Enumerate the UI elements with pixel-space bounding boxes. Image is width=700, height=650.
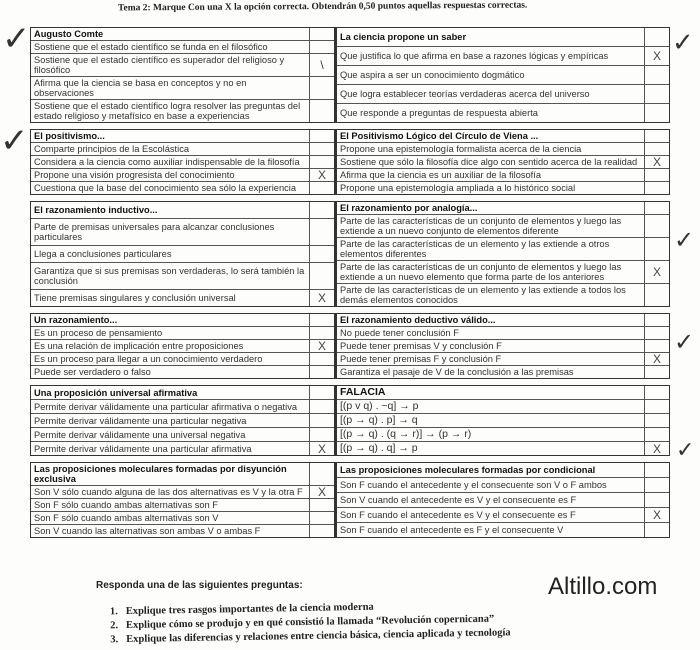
answer-mark-box[interactable] bbox=[644, 314, 669, 326]
question-stem: El razonamiento inductivo... bbox=[34, 205, 158, 215]
option-text: Son V cuando las alternativas son ambas V o ambas F bbox=[34, 526, 261, 536]
answer-mark-box[interactable] bbox=[644, 28, 669, 46]
option-text: Afirma que la ciencia es un auxiliar de la filosofía bbox=[340, 170, 542, 180]
option-text: Considera a la ciencia como auxiliar indispensable de la filosofía bbox=[34, 157, 300, 167]
answer-option bbox=[337, 260, 669, 283]
question-block bbox=[30, 27, 670, 123]
option-text: Que justifica lo que afirma en base a razones lógicas y empíricas bbox=[340, 51, 609, 61]
option-text: Tiene premisas singulares y conclusión universal bbox=[34, 293, 236, 303]
answer-option bbox=[337, 237, 669, 260]
left-question-table bbox=[30, 27, 335, 123]
question-stem: El razonamiento por analogía... bbox=[340, 203, 478, 213]
option-text: Es un proceso de pensamiento bbox=[34, 328, 163, 338]
answer-mark-box[interactable] bbox=[644, 386, 669, 399]
option-text: Sostiene que sólo la filosofía dice algo con sentido acerca de la realidad bbox=[340, 157, 638, 167]
answer-mark-box[interactable]: \ bbox=[309, 54, 334, 76]
answer-option bbox=[337, 214, 669, 237]
table-header bbox=[337, 463, 669, 477]
answer-option bbox=[337, 181, 669, 194]
option-text: Parte de premisas universales para alcanzar conclusiones particulares bbox=[34, 222, 275, 242]
left-question-table bbox=[30, 462, 335, 538]
answer-option bbox=[31, 289, 334, 306]
option-text: Son F cuando el antecedente es F y el consecuente V bbox=[340, 525, 564, 535]
answer-mark-box[interactable] bbox=[309, 100, 334, 122]
answer-mark-box[interactable] bbox=[644, 238, 669, 260]
question-stem: Las proposiciones moleculares formadas por disyunción exclusiva bbox=[34, 464, 287, 484]
answer-mark-box[interactable]: X bbox=[644, 156, 669, 168]
answer-mark-box[interactable] bbox=[309, 246, 334, 262]
question-block bbox=[30, 201, 670, 307]
option-text: No puede tener conclusión F bbox=[340, 328, 459, 338]
question-text: Explique cómo se produjo y en qué consistió la llamada “Revolución copernicana” bbox=[125, 613, 495, 632]
answer-mark-box[interactable] bbox=[644, 130, 669, 142]
answer-option bbox=[31, 245, 334, 262]
exam-instructions: Tema 2: Marque Con una X la opción correcta. Obtendrán 0,50 puntos aquellas respuestas correctas. bbox=[117, 0, 528, 14]
answer-mark-box[interactable] bbox=[309, 156, 334, 168]
option-text: Es un proceso para llegar a un conocimiento verdadero bbox=[34, 354, 263, 364]
answer-mark-box[interactable]: X bbox=[644, 508, 669, 522]
answer-option bbox=[31, 339, 334, 352]
right-question-table bbox=[335, 129, 670, 195]
checkmark-icon: ✓ bbox=[674, 226, 695, 254]
answer-mark-box[interactable] bbox=[309, 525, 334, 537]
table-header bbox=[337, 130, 669, 142]
table-header bbox=[337, 202, 669, 214]
question-stem: Una proposición universal afirmativa bbox=[34, 387, 198, 398]
answer-mark-box[interactable] bbox=[309, 512, 334, 524]
option-text: Propone una visión progresista del conocimiento bbox=[34, 170, 235, 180]
question-tables bbox=[30, 27, 670, 544]
option-text: [(p v q) . ~q] → p bbox=[340, 400, 419, 412]
watermark: Altillo.com bbox=[548, 573, 658, 600]
answer-mark-box[interactable] bbox=[644, 284, 669, 306]
option-text: Permite derivar válidamente una particular afirmativa bbox=[34, 443, 252, 454]
option-text: Puede tener premisas V y conclusión F bbox=[340, 341, 502, 351]
checkmark-icon: ✓ bbox=[672, 28, 694, 58]
answer-option bbox=[337, 441, 669, 455]
answer-mark-box[interactable] bbox=[644, 414, 669, 427]
question-stem: Augusto Comte bbox=[34, 29, 104, 39]
answer-mark-box[interactable] bbox=[309, 400, 334, 413]
right-question-table bbox=[335, 27, 670, 123]
answer-option bbox=[337, 477, 669, 492]
question-block bbox=[30, 129, 670, 195]
answer-mark-box[interactable] bbox=[644, 143, 669, 155]
answer-option bbox=[337, 142, 669, 155]
answer-mark-box[interactable] bbox=[644, 463, 669, 477]
answer-mark-box[interactable]: X bbox=[309, 169, 334, 181]
answer-option bbox=[337, 65, 669, 84]
table-header bbox=[337, 314, 669, 326]
left-question-table bbox=[30, 313, 335, 379]
answer-mark-box[interactable] bbox=[644, 340, 669, 352]
answer-option bbox=[31, 485, 334, 498]
right-question-table bbox=[335, 462, 670, 538]
answer-option bbox=[31, 427, 334, 441]
option-text: Cuestiona que la base del conocimiento sea sólo la experiencia bbox=[34, 183, 297, 193]
answer-option bbox=[31, 399, 334, 413]
answer-mark-box[interactable] bbox=[644, 400, 669, 413]
answer-option bbox=[337, 413, 669, 427]
answer-mark-box[interactable] bbox=[644, 478, 669, 492]
answer-mark-box[interactable] bbox=[644, 169, 669, 181]
answer-option bbox=[31, 155, 334, 168]
answer-option bbox=[337, 283, 669, 306]
answer-option bbox=[31, 142, 334, 155]
question-number: 2. bbox=[110, 620, 119, 632]
answer-mark-box[interactable] bbox=[309, 130, 334, 142]
answer-option bbox=[31, 441, 334, 455]
table-header bbox=[31, 314, 334, 326]
answer-option bbox=[337, 365, 669, 378]
answer-mark-box[interactable] bbox=[309, 28, 334, 40]
answer-mark-box[interactable] bbox=[309, 77, 334, 99]
answer-option bbox=[31, 511, 334, 524]
answer-mark-box[interactable] bbox=[309, 41, 334, 53]
table-header bbox=[337, 28, 669, 46]
answer-option bbox=[337, 492, 669, 507]
questions-list bbox=[90, 598, 511, 647]
answer-option bbox=[31, 53, 334, 76]
left-question-table bbox=[30, 201, 335, 307]
question-block bbox=[30, 385, 670, 456]
question-stem: El razonamiento deductivo válido... bbox=[340, 315, 496, 325]
answer-mark-box[interactable] bbox=[644, 523, 669, 537]
answer-option bbox=[31, 181, 334, 194]
answer-mark-box[interactable] bbox=[644, 327, 669, 339]
answer-mark-box[interactable]: X bbox=[644, 353, 669, 365]
option-text: [(p → q) . p] → q bbox=[340, 414, 418, 426]
option-text: Sostiene que el estado científico se funda en el filosófico bbox=[34, 42, 268, 52]
answer-mark-box[interactable]: X bbox=[309, 290, 334, 306]
answer-mark-box[interactable]: X bbox=[644, 261, 669, 283]
answer-mark-box[interactable] bbox=[644, 493, 669, 507]
question-text: Explique las diferencias y relaciones entre ciencia básica, ciencia aplicada y tecnología bbox=[126, 627, 511, 646]
answer-option bbox=[337, 103, 669, 122]
question-stem: La ciencia propone un saber bbox=[340, 32, 467, 42]
table-header bbox=[31, 130, 334, 142]
right-question-table bbox=[335, 385, 670, 456]
option-text: Son F cuando el antecedente es V y el consecuente es F bbox=[340, 510, 576, 520]
answer-mark-box[interactable] bbox=[309, 428, 334, 441]
answer-option bbox=[337, 84, 669, 103]
answer-mark-box[interactable]: X bbox=[309, 486, 334, 498]
answer-option bbox=[31, 352, 334, 365]
checkmark-icon: ✓ bbox=[676, 438, 695, 463]
table-header bbox=[31, 28, 334, 40]
answer-mark-box[interactable] bbox=[309, 314, 334, 326]
answer-option bbox=[337, 522, 669, 537]
answer-option bbox=[337, 427, 669, 441]
answer-option bbox=[31, 168, 334, 181]
option-text: Sostiene que el estado científico es superador del religioso y filosófico bbox=[34, 55, 285, 75]
answer-mark-box[interactable] bbox=[309, 499, 334, 511]
option-text: Que aspira a ser un conocimiento dogmático bbox=[340, 70, 525, 80]
question-number: 1. bbox=[109, 606, 118, 618]
answer-mark-box[interactable] bbox=[309, 366, 334, 378]
answer-option bbox=[31, 326, 334, 339]
answer-mark-box[interactable]: X bbox=[644, 442, 669, 455]
option-text: Garantiza el pasaje de V de la conclusión a las premisas bbox=[340, 367, 574, 377]
answer-mark-box[interactable] bbox=[644, 202, 669, 214]
option-text: Parte de las características de un elemento y las extiende a todos los demás elementos conocidos bbox=[340, 285, 626, 305]
checkmark-icon: ✓ bbox=[0, 121, 29, 161]
answer-option bbox=[31, 498, 334, 511]
left-question-table bbox=[30, 385, 335, 456]
answer-option bbox=[31, 99, 334, 122]
answer-mark-box[interactable]: X bbox=[644, 47, 669, 65]
option-text: Permite derivar válidamente una universal negativa bbox=[34, 429, 246, 440]
option-text: Sostiene que el estado científico logra resolver las preguntas del estado religioso y metafísico en base a experiencias bbox=[34, 101, 301, 121]
option-text: Llega a conclusiones particulares bbox=[34, 249, 172, 259]
question-stem: FALACIA bbox=[340, 386, 386, 398]
question-number: 3. bbox=[110, 634, 119, 646]
option-text: Son V cuando el antecedente es V y el consecuente es F bbox=[340, 495, 577, 505]
right-question-table bbox=[335, 201, 670, 307]
answer-mark-box[interactable] bbox=[644, 182, 669, 194]
answer-mark-box[interactable]: X bbox=[309, 442, 334, 455]
option-text: Son F cuando el antecedente y el consecuente son V o F ambos bbox=[340, 480, 607, 490]
checkmark-icon: ✓ bbox=[2, 19, 31, 59]
answer-option bbox=[337, 326, 669, 339]
question-stem: Las proposiciones moleculares formadas por condicional bbox=[340, 465, 596, 475]
option-text: [(p → q) . (q → r)] → (p → r) bbox=[340, 428, 472, 440]
option-text: Son V sólo cuando alguna de las dos alternativas es V y la otra F bbox=[34, 487, 303, 497]
table-header bbox=[31, 463, 334, 485]
answer-mark-box[interactable] bbox=[309, 219, 334, 245]
table-header bbox=[31, 202, 334, 218]
answer-option bbox=[337, 155, 669, 168]
answer-mark-box[interactable] bbox=[309, 263, 334, 289]
answer-option bbox=[31, 262, 334, 289]
answer-mark-box[interactable] bbox=[644, 66, 669, 84]
questions-title: Responda una de las siguientes preguntas: bbox=[96, 580, 303, 591]
checkmark-icon: ✓ bbox=[674, 328, 695, 356]
answer-mark-box[interactable] bbox=[644, 366, 669, 378]
option-text: Es una relación de implicación entre proposiciones bbox=[34, 341, 244, 351]
right-question-table bbox=[335, 313, 670, 379]
option-text: Son F sólo cuando ambas alternativas son V bbox=[34, 513, 219, 523]
left-question-table bbox=[30, 129, 335, 195]
question-stem: El Positivismo Lógico del Círculo de Viena ... bbox=[340, 131, 539, 141]
question-block bbox=[30, 462, 670, 538]
answer-option bbox=[31, 524, 334, 537]
question-text: Explique tres rasgos importantes de la ciencia moderna bbox=[125, 601, 374, 618]
table-header bbox=[31, 386, 334, 399]
option-text: Permite derivar válidamente una particular negativa bbox=[34, 415, 247, 426]
answer-mark-box[interactable] bbox=[644, 104, 669, 122]
answer-option bbox=[337, 339, 669, 352]
option-text: Puede ser verdadero o falso bbox=[34, 367, 151, 377]
answer-mark-box[interactable] bbox=[309, 143, 334, 155]
option-text: Son F sólo cuando ambas alternativas son F bbox=[34, 500, 218, 510]
answer-option bbox=[337, 352, 669, 365]
option-text: Garantiza que si sus premisas son verdaderas, lo será también la conclusión bbox=[34, 266, 305, 286]
option-text: Parte de las características de un elemento y las extiende a otros elementos diferentes bbox=[340, 239, 610, 259]
option-text: Que logra establecer teorías verdaderas acerca del universo bbox=[340, 89, 590, 99]
question-stem: Un razonamiento... bbox=[34, 315, 118, 325]
option-text: Puede tener premisas F y conclusión F bbox=[340, 354, 502, 364]
answer-option bbox=[31, 413, 334, 427]
answer-mark-box[interactable] bbox=[309, 327, 334, 339]
answer-mark-box[interactable] bbox=[309, 386, 334, 399]
question-stem: El positivismo... bbox=[34, 131, 105, 141]
answer-option bbox=[337, 168, 669, 181]
option-text: Parte de las características de un conjunto de elementos y luego las extiende a un nuevo elemento que forma parte de los anteriores bbox=[340, 262, 622, 282]
option-text: Propone una epistemología ampliada a lo histórico social bbox=[340, 183, 576, 193]
answer-mark-box[interactable] bbox=[309, 202, 334, 218]
answer-option bbox=[337, 507, 669, 522]
answer-mark-box[interactable] bbox=[644, 215, 669, 237]
answer-option bbox=[337, 46, 669, 65]
option-text: Propone una epistemología formalista acerca de la ciencia bbox=[340, 144, 582, 154]
question-block bbox=[30, 313, 670, 379]
option-text: Comparte principios de la Escolástica bbox=[34, 144, 190, 154]
answer-mark-box[interactable] bbox=[309, 182, 334, 194]
answer-mark-box[interactable] bbox=[644, 428, 669, 441]
answer-option bbox=[337, 399, 669, 413]
answer-mark-box[interactable] bbox=[309, 353, 334, 365]
answer-mark-box[interactable] bbox=[309, 463, 334, 485]
answer-option bbox=[31, 218, 334, 245]
option-text: Permite derivar válidamente una particular afirmativa o negativa bbox=[34, 401, 298, 412]
option-text: Que responde a preguntas de respuesta abierta bbox=[340, 108, 538, 118]
answer-mark-box[interactable] bbox=[309, 414, 334, 427]
option-text: [(p → q) . q] → p bbox=[340, 442, 418, 454]
option-text: Parte de las características de un conjunto de elementos y luego las extiende a un nuevo conjunto de elementos diferente bbox=[340, 216, 622, 236]
table-header bbox=[337, 386, 669, 399]
answer-option bbox=[31, 365, 334, 378]
answer-mark-box[interactable] bbox=[644, 85, 669, 103]
answer-mark-box[interactable]: X bbox=[309, 340, 334, 352]
option-text: Afirma que la ciencia se basa en conceptos y no en observaciones bbox=[34, 78, 247, 98]
answer-option bbox=[31, 40, 334, 53]
answer-option bbox=[31, 76, 334, 99]
